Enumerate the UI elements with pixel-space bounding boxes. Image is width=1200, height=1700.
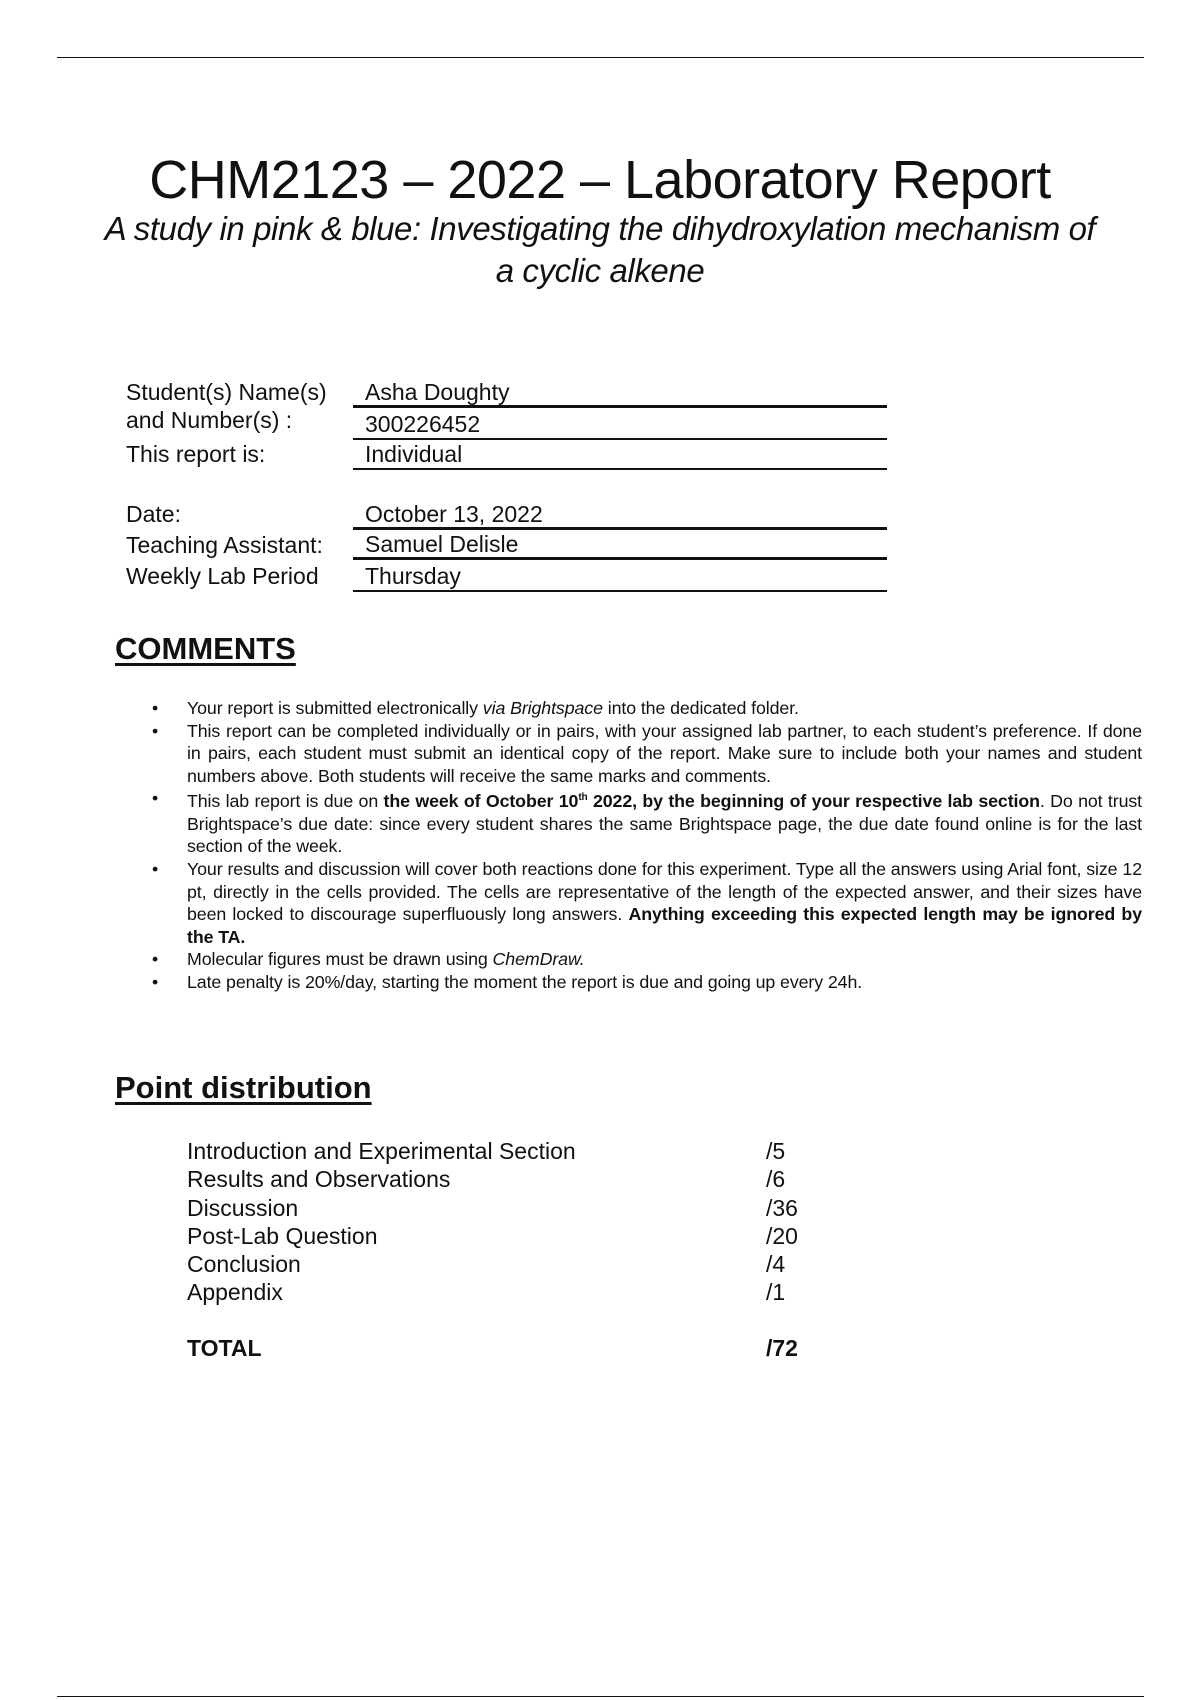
comment-item-submission: • Your report is submitted electronically via Brightspace into the dedicated folder. bbox=[0, 697, 1200, 720]
ta-field[interactable]: Samuel Delisle bbox=[353, 530, 887, 560]
comment-item-late-penalty: • Late penalty is 20%/day, starting the moment the report is due and going up every 24h. bbox=[0, 971, 1200, 994]
point-row-appendix: Appendix /1 bbox=[187, 1279, 786, 1306]
student-label-line1: Student(s) Name(s) bbox=[126, 379, 327, 405]
date-field[interactable]: October 13, 2022 bbox=[353, 500, 887, 530]
date-label: Date: bbox=[126, 501, 181, 527]
point-row-post-lab: Post-Lab Question /20 bbox=[187, 1222, 798, 1249]
comments-list bbox=[0, 697, 1200, 994]
point-row-conclusion: Conclusion /4 bbox=[187, 1251, 786, 1278]
point-row-total: TOTAL /72 bbox=[187, 1334, 798, 1361]
lab-period-label: Weekly Lab Period bbox=[126, 563, 319, 589]
student-label-line2: and Number(s) : bbox=[126, 407, 293, 433]
student-number-field[interactable]: 300226452 bbox=[353, 410, 887, 440]
points-heading: Point distribution bbox=[115, 1070, 372, 1105]
student-name-field[interactable]: Asha Doughty bbox=[353, 378, 887, 408]
comments-heading: COMMENTS bbox=[115, 631, 296, 666]
point-row-results: Results and Observations /6 bbox=[187, 1166, 786, 1193]
comment-item-chemdraw: • Molecular figures must be drawn using ChemDraw. bbox=[0, 948, 1200, 971]
report-subtitle: A study in pink & blue: Investigating the dihydroxylation mechanism of a cyclic alkene bbox=[104, 210, 1096, 289]
report-title: CHM2123 – 2022 – Laboratory Report bbox=[149, 150, 1051, 210]
top-rule bbox=[57, 57, 1144, 58]
comment-item-format: • Your results and discussion will cover both reactions done for this experiment. Type all the answers using Arial font, size 12 pt, directly in the cells provided. The cells are representative of the length of the expected answer, and their sizes have been locked to discourage superfluously long answers. Anything exceeding this expected length may be ignored by the TA. bbox=[0, 858, 1200, 948]
lab-period-field[interactable]: Thursday bbox=[353, 562, 887, 592]
point-row-introduction: Introduction and Experimental Section /5 bbox=[187, 1138, 786, 1164]
ta-label: Teaching Assistant: bbox=[126, 532, 323, 558]
comment-item-due-date: • This lab report is due on the week of October 10th 2022, by the beginning of your respective lab section. Do not trust Brightspace’s due date: since every student shares the same Brightspace page, the due date found online is for the last section of the week. bbox=[0, 787, 1200, 858]
points-list bbox=[187, 1137, 887, 1363]
report-type-label: This report is: bbox=[126, 441, 266, 467]
bottom-rule bbox=[57, 1696, 1144, 1697]
report-type-field[interactable]: Individual bbox=[353, 440, 887, 470]
point-row-discussion: Discussion /36 bbox=[187, 1194, 798, 1221]
comment-item-pairs: • This report can be completed individually or in pairs, with your assigned lab partner, to each student’s preference. If done in pairs, each student must submit an identical copy of the report. Make sure to include both your names and student numbers above. Both students will receive the same marks and comments. bbox=[0, 720, 1200, 788]
